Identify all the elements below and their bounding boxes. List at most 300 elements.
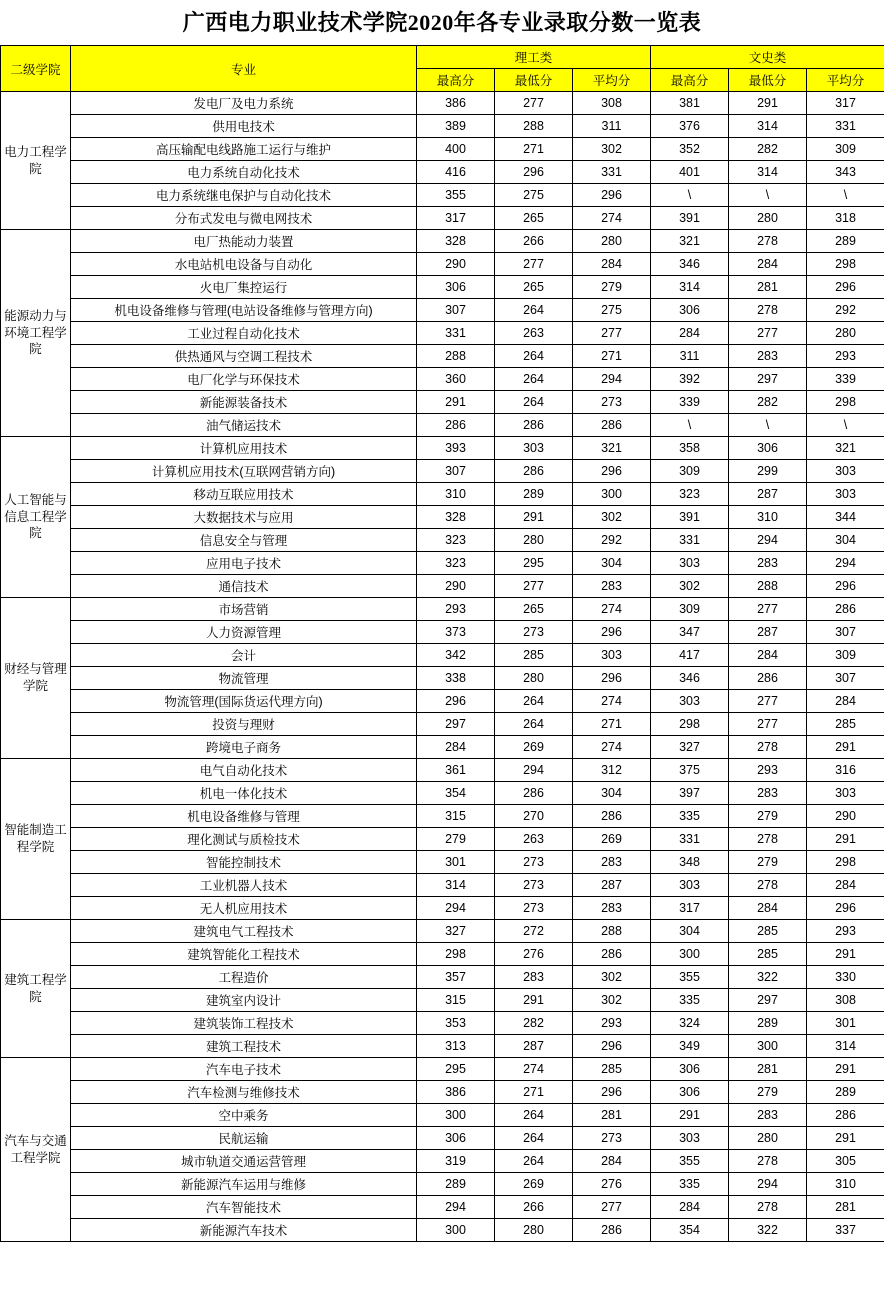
score-art-max: 300	[651, 943, 729, 966]
score-sci-avg: 286	[573, 1219, 651, 1242]
table-row	[1, 897, 884, 920]
score-art-avg: 318	[807, 207, 884, 230]
score-sci-avg: 288	[573, 920, 651, 943]
score-sci-avg: 294	[573, 368, 651, 391]
score-art-min: 280	[729, 207, 807, 230]
table-row	[1, 1012, 884, 1035]
score-sci-min: 269	[495, 1173, 573, 1196]
score-sci-min: 274	[495, 1058, 573, 1081]
score-sci-max: 286	[417, 414, 495, 437]
score-art-max: 311	[651, 345, 729, 368]
score-art-max: 317	[651, 897, 729, 920]
score-art-min: 279	[729, 805, 807, 828]
major-cell: 工业过程自动化技术	[71, 322, 417, 345]
score-art-avg: 310	[807, 1173, 884, 1196]
score-sci-min: 266	[495, 230, 573, 253]
score-sci-min: 294	[495, 759, 573, 782]
score-art-avg: \	[807, 414, 884, 437]
score-art-avg: 308	[807, 989, 884, 1012]
score-art-avg: 298	[807, 253, 884, 276]
score-art-min: 288	[729, 575, 807, 598]
score-art-min: 283	[729, 782, 807, 805]
score-sci-max: 342	[417, 644, 495, 667]
table-row	[1, 667, 884, 690]
table-row	[1, 184, 884, 207]
major-cell: 无人机应用技术	[71, 897, 417, 920]
table-row	[1, 391, 884, 414]
score-sci-min: 288	[495, 115, 573, 138]
table-row	[1, 920, 884, 943]
score-art-max: 323	[651, 483, 729, 506]
score-sci-min: 271	[495, 138, 573, 161]
major-cell: 汽车智能技术	[71, 1196, 417, 1219]
college-cell: 建筑工程学院	[1, 920, 71, 1058]
score-sci-min: 273	[495, 621, 573, 644]
table-row	[1, 713, 884, 736]
table-row	[1, 345, 884, 368]
table-row	[1, 322, 884, 345]
score-art-max: 306	[651, 1058, 729, 1081]
header-group-science: 理工类	[417, 46, 651, 69]
score-sci-max: 323	[417, 529, 495, 552]
score-sci-min: 296	[495, 161, 573, 184]
score-sci-min: 280	[495, 529, 573, 552]
table-row	[1, 138, 884, 161]
table-row	[1, 989, 884, 1012]
score-sci-min: 270	[495, 805, 573, 828]
major-cell: 智能控制技术	[71, 851, 417, 874]
score-art-max: 354	[651, 1219, 729, 1242]
major-cell: 投资与理财	[71, 713, 417, 736]
score-sci-avg: 273	[573, 391, 651, 414]
score-art-min: 277	[729, 713, 807, 736]
score-art-avg: 284	[807, 874, 884, 897]
score-sci-min: 272	[495, 920, 573, 943]
score-sci-min: 266	[495, 1196, 573, 1219]
table-row	[1, 874, 884, 897]
major-cell: 工程造价	[71, 966, 417, 989]
table-row	[1, 690, 884, 713]
major-cell: 物流管理(国际货运代理方向)	[71, 690, 417, 713]
score-art-max: 306	[651, 1081, 729, 1104]
score-sci-avg: 296	[573, 1035, 651, 1058]
score-sci-min: 264	[495, 1104, 573, 1127]
score-art-max: 348	[651, 851, 729, 874]
table-row	[1, 552, 884, 575]
score-art-min: 278	[729, 1196, 807, 1219]
score-sci-max: 290	[417, 575, 495, 598]
major-cell: 通信技术	[71, 575, 417, 598]
score-sci-avg: 283	[573, 851, 651, 874]
score-art-min: 277	[729, 322, 807, 345]
score-sci-avg: 286	[573, 414, 651, 437]
score-sci-avg: 312	[573, 759, 651, 782]
table-row	[1, 437, 884, 460]
score-sci-max: 307	[417, 299, 495, 322]
major-cell: 电力系统自动化技术	[71, 161, 417, 184]
score-sci-max: 289	[417, 1173, 495, 1196]
score-art-max: 303	[651, 690, 729, 713]
score-art-avg: 307	[807, 667, 884, 690]
score-art-avg: 291	[807, 1127, 884, 1150]
score-art-avg: 291	[807, 736, 884, 759]
score-art-avg: 291	[807, 943, 884, 966]
score-sci-max: 393	[417, 437, 495, 460]
score-sci-avg: 286	[573, 943, 651, 966]
score-sci-avg: 271	[573, 345, 651, 368]
score-sci-avg: 281	[573, 1104, 651, 1127]
score-art-min: 279	[729, 1081, 807, 1104]
table-row	[1, 851, 884, 874]
score-art-min: 282	[729, 138, 807, 161]
score-sci-min: 286	[495, 782, 573, 805]
score-sci-avg: 283	[573, 575, 651, 598]
table-row	[1, 736, 884, 759]
score-art-min: 297	[729, 368, 807, 391]
score-art-avg: 298	[807, 851, 884, 874]
score-sci-max: 300	[417, 1219, 495, 1242]
score-sci-min: 263	[495, 322, 573, 345]
major-cell: 供用电技术	[71, 115, 417, 138]
score-sci-min: 276	[495, 943, 573, 966]
score-sci-max: 317	[417, 207, 495, 230]
score-sci-avg: 279	[573, 276, 651, 299]
major-cell: 油气储运技术	[71, 414, 417, 437]
table-row	[1, 805, 884, 828]
score-sci-max: 307	[417, 460, 495, 483]
major-cell: 移动互联应用技术	[71, 483, 417, 506]
score-art-min: 278	[729, 1150, 807, 1173]
score-sci-max: 373	[417, 621, 495, 644]
score-art-max: 355	[651, 1150, 729, 1173]
table-row	[1, 1081, 884, 1104]
header-college: 二级学院	[1, 46, 71, 92]
score-art-avg: 291	[807, 828, 884, 851]
score-art-min: 285	[729, 943, 807, 966]
major-cell: 机电一体化技术	[71, 782, 417, 805]
score-art-avg: 316	[807, 759, 884, 782]
score-art-max: 346	[651, 253, 729, 276]
score-sci-avg: 296	[573, 460, 651, 483]
table-row	[1, 943, 884, 966]
score-sci-max: 293	[417, 598, 495, 621]
header-row-groups	[1, 46, 884, 69]
score-sci-min: 282	[495, 1012, 573, 1035]
score-sci-max: 291	[417, 391, 495, 414]
score-art-min: 278	[729, 874, 807, 897]
score-sci-max: 301	[417, 851, 495, 874]
score-art-avg: 290	[807, 805, 884, 828]
major-cell: 市场营销	[71, 598, 417, 621]
table-row	[1, 276, 884, 299]
score-art-avg: 330	[807, 966, 884, 989]
score-sci-avg: 296	[573, 1081, 651, 1104]
score-sci-avg: 302	[573, 506, 651, 529]
score-sci-max: 288	[417, 345, 495, 368]
score-art-max: 324	[651, 1012, 729, 1035]
college-cell: 汽车与交通工程学院	[1, 1058, 71, 1242]
score-art-max: 391	[651, 506, 729, 529]
score-sci-avg: 302	[573, 966, 651, 989]
score-art-min: 283	[729, 345, 807, 368]
score-art-max: 335	[651, 1173, 729, 1196]
score-art-max: 302	[651, 575, 729, 598]
score-sci-avg: 286	[573, 805, 651, 828]
score-sci-max: 300	[417, 1104, 495, 1127]
table-body	[1, 92, 884, 1242]
score-sci-avg: 274	[573, 598, 651, 621]
score-sci-avg: 311	[573, 115, 651, 138]
score-art-min: 284	[729, 644, 807, 667]
score-art-avg: 304	[807, 529, 884, 552]
score-art-max: 309	[651, 460, 729, 483]
score-art-avg: 309	[807, 138, 884, 161]
score-art-min: 281	[729, 276, 807, 299]
major-cell: 电气自动化技术	[71, 759, 417, 782]
score-art-min: 285	[729, 920, 807, 943]
score-sci-avg: 274	[573, 207, 651, 230]
table-row	[1, 644, 884, 667]
major-cell: 人力资源管理	[71, 621, 417, 644]
score-sci-avg: 276	[573, 1173, 651, 1196]
score-art-avg: 307	[807, 621, 884, 644]
major-cell: 大数据技术与应用	[71, 506, 417, 529]
score-art-min: 283	[729, 552, 807, 575]
score-art-avg: 293	[807, 920, 884, 943]
score-art-avg: 321	[807, 437, 884, 460]
score-sci-min: 280	[495, 1219, 573, 1242]
major-cell: 机电设备维修与管理	[71, 805, 417, 828]
major-cell: 新能源汽车技术	[71, 1219, 417, 1242]
score-art-max: 327	[651, 736, 729, 759]
admission-score-table	[0, 45, 884, 1242]
score-sci-min: 264	[495, 368, 573, 391]
score-art-max: 291	[651, 1104, 729, 1127]
score-sci-min: 264	[495, 1150, 573, 1173]
score-sci-avg: 283	[573, 897, 651, 920]
score-sci-max: 310	[417, 483, 495, 506]
major-cell: 电力系统继电保护与自动化技术	[71, 184, 417, 207]
score-art-min: 310	[729, 506, 807, 529]
score-sci-min: 271	[495, 1081, 573, 1104]
score-sci-min: 264	[495, 299, 573, 322]
header-art-max: 最高分	[651, 69, 729, 92]
score-sci-min: 277	[495, 92, 573, 115]
score-art-max: 304	[651, 920, 729, 943]
score-sci-min: 265	[495, 276, 573, 299]
score-art-max: 397	[651, 782, 729, 805]
score-sci-avg: 303	[573, 644, 651, 667]
score-sci-max: 355	[417, 184, 495, 207]
score-sci-avg: 275	[573, 299, 651, 322]
score-sci-min: 264	[495, 391, 573, 414]
score-art-min: 294	[729, 529, 807, 552]
score-art-avg: 281	[807, 1196, 884, 1219]
table-row	[1, 759, 884, 782]
score-sci-max: 360	[417, 368, 495, 391]
college-cell: 智能制造工程学院	[1, 759, 71, 920]
score-art-avg: 296	[807, 897, 884, 920]
score-sci-min: 264	[495, 713, 573, 736]
score-art-max: 376	[651, 115, 729, 138]
score-art-avg: 296	[807, 276, 884, 299]
score-art-min: 293	[729, 759, 807, 782]
score-sci-avg: 292	[573, 529, 651, 552]
table-row	[1, 1104, 884, 1127]
table-row	[1, 782, 884, 805]
major-cell: 高压输配电线路施工运行与维护	[71, 138, 417, 161]
score-sci-min: 295	[495, 552, 573, 575]
score-sci-avg: 296	[573, 621, 651, 644]
score-sci-max: 284	[417, 736, 495, 759]
table-row	[1, 414, 884, 437]
score-sci-max: 279	[417, 828, 495, 851]
score-sci-avg: 304	[573, 552, 651, 575]
score-sci-max: 297	[417, 713, 495, 736]
score-sci-min: 269	[495, 736, 573, 759]
score-art-avg: 303	[807, 782, 884, 805]
score-sci-max: 327	[417, 920, 495, 943]
score-sci-avg: 277	[573, 322, 651, 345]
score-sci-min: 285	[495, 644, 573, 667]
table-row	[1, 161, 884, 184]
score-sci-max: 416	[417, 161, 495, 184]
score-sci-avg: 300	[573, 483, 651, 506]
major-cell: 分布式发电与微电网技术	[71, 207, 417, 230]
table-row	[1, 1173, 884, 1196]
score-art-avg: 285	[807, 713, 884, 736]
score-sci-max: 290	[417, 253, 495, 276]
score-art-avg: 301	[807, 1012, 884, 1035]
score-art-min: 314	[729, 115, 807, 138]
table-row	[1, 598, 884, 621]
score-art-min: 306	[729, 437, 807, 460]
header-major: 专业	[71, 46, 417, 92]
major-cell: 城市轨道交通运营管理	[71, 1150, 417, 1173]
score-art-max: 303	[651, 552, 729, 575]
score-sci-avg: 284	[573, 253, 651, 276]
score-sci-max: 319	[417, 1150, 495, 1173]
score-art-avg: 303	[807, 460, 884, 483]
score-art-avg: 305	[807, 1150, 884, 1173]
score-sci-avg: 269	[573, 828, 651, 851]
score-sci-max: 323	[417, 552, 495, 575]
score-sci-max: 328	[417, 506, 495, 529]
score-sci-min: 273	[495, 897, 573, 920]
major-cell: 新能源装备技术	[71, 391, 417, 414]
major-cell: 建筑电气工程技术	[71, 920, 417, 943]
score-sci-max: 400	[417, 138, 495, 161]
score-art-max: 339	[651, 391, 729, 414]
score-sci-avg: 302	[573, 989, 651, 1012]
score-art-max: 349	[651, 1035, 729, 1058]
major-cell: 汽车电子技术	[71, 1058, 417, 1081]
table-row	[1, 115, 884, 138]
score-art-avg: 296	[807, 575, 884, 598]
score-sci-avg: 277	[573, 1196, 651, 1219]
score-sci-max: 338	[417, 667, 495, 690]
table-row	[1, 460, 884, 483]
score-sci-max: 386	[417, 92, 495, 115]
score-art-max: 314	[651, 276, 729, 299]
score-art-max: 417	[651, 644, 729, 667]
score-art-min: 314	[729, 161, 807, 184]
major-cell: 供热通风与空调工程技术	[71, 345, 417, 368]
score-art-min: 278	[729, 299, 807, 322]
score-sci-max: 386	[417, 1081, 495, 1104]
major-cell: 应用电子技术	[71, 552, 417, 575]
score-sci-min: 273	[495, 874, 573, 897]
score-art-min: 282	[729, 391, 807, 414]
score-art-min: 280	[729, 1127, 807, 1150]
score-art-max: 321	[651, 230, 729, 253]
score-art-max: 352	[651, 138, 729, 161]
major-cell: 计算机应用技术(互联网营销方向)	[71, 460, 417, 483]
score-sci-max: 306	[417, 1127, 495, 1150]
major-cell: 会计	[71, 644, 417, 667]
table-row	[1, 1150, 884, 1173]
score-art-min: 322	[729, 966, 807, 989]
score-art-avg: 344	[807, 506, 884, 529]
college-cell: 财经与管理学院	[1, 598, 71, 759]
score-art-min: 277	[729, 690, 807, 713]
table-row	[1, 966, 884, 989]
score-sci-avg: 285	[573, 1058, 651, 1081]
score-art-max: 355	[651, 966, 729, 989]
header-art-min: 最低分	[729, 69, 807, 92]
college-cell: 人工智能与信息工程学院	[1, 437, 71, 598]
table-row	[1, 368, 884, 391]
score-art-avg: 289	[807, 1081, 884, 1104]
score-art-max: 401	[651, 161, 729, 184]
table-row	[1, 1127, 884, 1150]
score-art-avg: 343	[807, 161, 884, 184]
score-art-avg: 293	[807, 345, 884, 368]
major-cell: 水电站机电设备与自动化	[71, 253, 417, 276]
score-sci-max: 306	[417, 276, 495, 299]
score-art-max: \	[651, 414, 729, 437]
table-row	[1, 506, 884, 529]
score-sci-avg: 331	[573, 161, 651, 184]
score-art-min: 294	[729, 1173, 807, 1196]
major-cell: 火电厂集控运行	[71, 276, 417, 299]
score-art-min: 279	[729, 851, 807, 874]
score-art-avg: 289	[807, 230, 884, 253]
score-art-min: 322	[729, 1219, 807, 1242]
major-cell: 电厂化学与环保技术	[71, 368, 417, 391]
table-row	[1, 1196, 884, 1219]
table-row	[1, 621, 884, 644]
score-sci-min: 277	[495, 253, 573, 276]
major-cell: 建筑工程技术	[71, 1035, 417, 1058]
score-art-max: 303	[651, 1127, 729, 1150]
score-art-avg: 298	[807, 391, 884, 414]
score-sci-max: 315	[417, 805, 495, 828]
table-row	[1, 230, 884, 253]
score-art-avg: 294	[807, 552, 884, 575]
score-art-min: 281	[729, 1058, 807, 1081]
score-art-avg: 292	[807, 299, 884, 322]
score-art-max: 309	[651, 598, 729, 621]
score-sci-max: 294	[417, 1196, 495, 1219]
score-art-min: 297	[729, 989, 807, 1012]
score-sci-avg: 273	[573, 1127, 651, 1150]
table-row	[1, 828, 884, 851]
score-sci-avg: 274	[573, 690, 651, 713]
major-cell: 理化测试与质检技术	[71, 828, 417, 851]
major-cell: 电厂热能动力装置	[71, 230, 417, 253]
college-cell: 电力工程学院	[1, 92, 71, 230]
